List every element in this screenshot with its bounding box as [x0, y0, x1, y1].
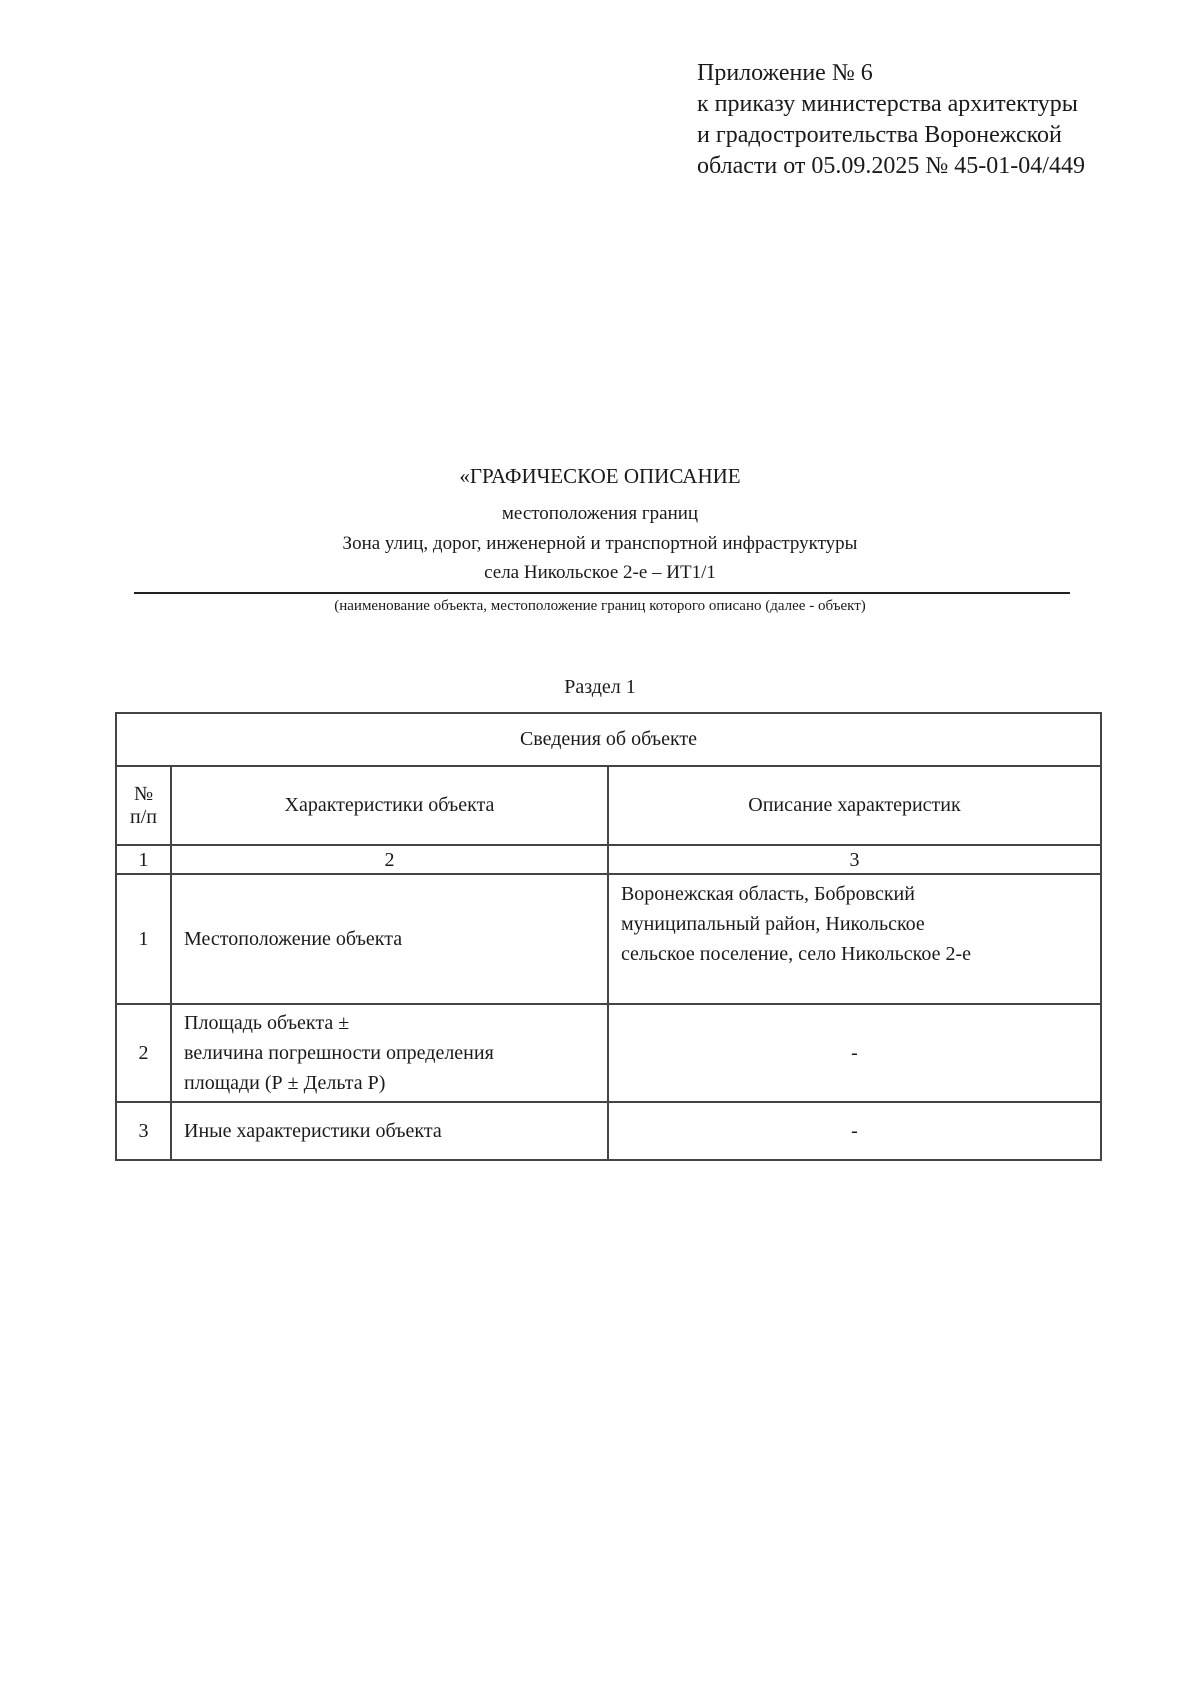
characteristic-text: Местоположение объекта — [184, 928, 403, 950]
object-location-name: села Никольское 2-е – ИТ1/1 — [484, 562, 716, 583]
document-subtitle: местоположения границ — [501, 503, 699, 524]
characteristic-text: площади (Р ± Дельта Р) — [184, 1072, 386, 1094]
appendix-block — [697, 58, 1085, 182]
object-info-table — [115, 712, 1102, 1161]
characteristic-text: Площадь объекта ± — [184, 1012, 350, 1034]
header-description: Описание характеристик — [608, 766, 1101, 845]
document-title: «ГРАФИЧЕСКОЕ ОПИСАНИЕ — [459, 464, 741, 488]
table-row — [116, 1102, 1101, 1160]
characteristic-text: Иные характеристики объекта — [184, 1120, 442, 1142]
characteristic-cell — [171, 1004, 608, 1102]
table-row — [116, 874, 1101, 1004]
section-label: Раздел 1 — [564, 676, 636, 698]
description-cell: - — [608, 1004, 1101, 1102]
index-cell: 1 — [116, 845, 171, 874]
index-cell: 3 — [608, 845, 1101, 874]
row-number: 1 — [116, 874, 171, 1004]
characteristic-text: величина погрешности определения — [184, 1042, 494, 1064]
table-title: Сведения об объекте — [116, 713, 1101, 766]
underline-caption: (наименование объекта, местоположение границ которого описано (далее - объект) — [334, 598, 866, 614]
header-number-line: п/п — [130, 805, 157, 828]
description-text: муниципальный район, Никольское — [620, 913, 925, 935]
table-index-row — [116, 845, 1101, 874]
table-header-row — [116, 766, 1101, 845]
appendix-line: Приложение № 6 — [697, 60, 873, 86]
description-cell: - — [608, 1102, 1101, 1160]
header-number-line: № — [133, 782, 154, 805]
table-title-row — [116, 713, 1101, 766]
row-number: 3 — [116, 1102, 171, 1160]
description-text: Воронежская область, Бобровский — [620, 883, 915, 905]
appendix-line: к приказу министерства архитектуры — [697, 91, 1078, 117]
appendix-line: и градостроительства Воронежской — [697, 122, 1062, 148]
object-name: Зона улиц, дорог, инженерной и транспортной инфраструктуры — [342, 533, 858, 554]
characteristic-cell — [171, 1102, 608, 1160]
underline-divider — [134, 592, 1070, 594]
row-number: 2 — [116, 1004, 171, 1102]
index-cell: 2 — [171, 845, 608, 874]
description-text: сельское поселение, село Никольское 2-е — [620, 943, 971, 965]
description-cell — [608, 874, 1101, 1004]
header-number — [116, 766, 171, 845]
table-row — [116, 1004, 1101, 1102]
characteristic-cell — [171, 874, 608, 1004]
header-characteristics: Характеристики объекта — [171, 766, 608, 845]
appendix-line: области от 05.09.2025 № 45-01-04/449 — [697, 153, 1085, 179]
